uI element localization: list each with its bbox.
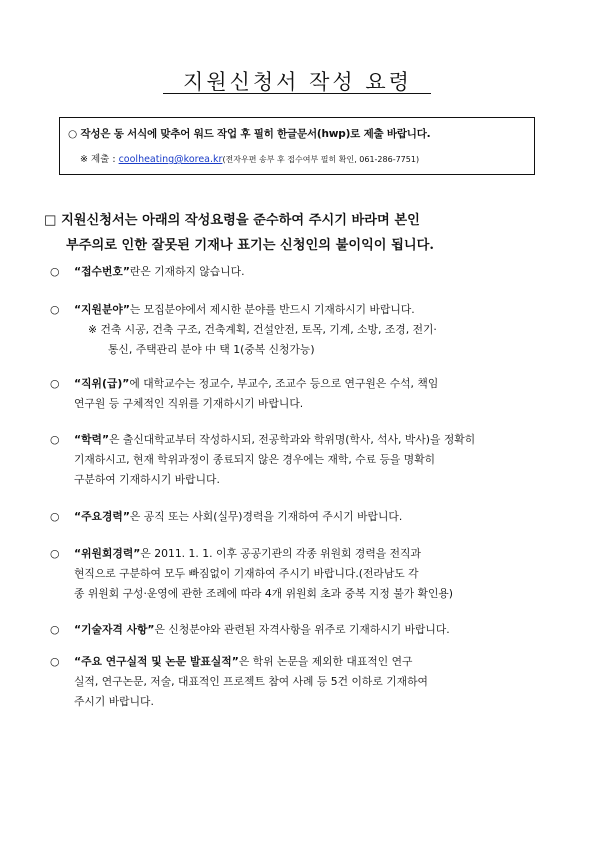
item-body — [74, 620, 550, 640]
bullet-icon: ○ — [50, 265, 60, 278]
item-line — [74, 584, 550, 604]
item-line — [74, 470, 550, 490]
item-text: 현직으로 구분하여 모두 빠짐없이 기재하여 주시기 바랍니다.(전라남도 각 — [74, 567, 419, 580]
item-body — [74, 262, 550, 282]
item-line — [74, 507, 550, 527]
item-body — [74, 544, 550, 604]
item-line — [74, 652, 550, 672]
item-line — [74, 692, 550, 712]
bullet-icon: ○ — [50, 377, 60, 390]
item-body — [74, 652, 550, 712]
item-term: “직위(급)” — [74, 377, 130, 390]
submit-note: (전자우편 송부 후 접수여부 필히 확인, 061-286-7751) — [222, 155, 420, 164]
notice-text: 작성은 동 서식에 맞추어 워드 작업 후 필히 한글문서(hwp)로 제출 바랍니다. — [80, 128, 431, 140]
item-text: 종 위원회 구성·운영에 관한 조례에 따라 4개 위원회 초과 중복 지정 불가 확인용) — [74, 587, 454, 600]
item-text: 란은 기재하지 않습니다. — [129, 265, 245, 278]
bullet-icon: ○ — [50, 547, 60, 560]
main-notice-text-1: 지원신청서는 아래의 작성요령을 준수하여 주시기 바라며 본인 — [61, 213, 420, 228]
item-text: 은 2011. 1. 1. 이후 공공기관의 각종 위원회 경력을 전직과 — [140, 547, 421, 560]
item-body — [74, 430, 550, 490]
item-text: 는 모집분야에서 제시한 분야를 반드시 기재하시기 바랍니다. — [129, 303, 415, 316]
item-line — [74, 374, 550, 394]
main-notice-line-1 — [44, 208, 554, 233]
item-text: 실적, 연구논문, 저술, 대표적인 프로젝트 참여 사례 등 5건 이하로 기재하여 — [74, 675, 428, 688]
item-line — [74, 672, 550, 692]
bullet-icon: ○ — [50, 433, 60, 446]
item-body — [74, 374, 550, 414]
page-title: 지원신청서 작성 요령 — [183, 70, 412, 94]
title-underline — [163, 93, 431, 94]
item-line — [74, 450, 550, 470]
main-notice-line-2: 부주의로 인한 잘못된 기재나 표기는 신청인의 불이익이 됩니다. — [66, 238, 434, 253]
bullet-icon: ○ — [50, 303, 60, 316]
bullet-icon: ○ — [50, 510, 60, 523]
item-line — [74, 394, 550, 414]
notice-box — [59, 117, 535, 175]
item-term: “주요 연구실적 및 논문 발표실적” — [74, 655, 239, 668]
item-text: 은 학위 논문을 제외한 대표적인 연구 — [238, 655, 413, 668]
item-term: “접수번호” — [74, 265, 130, 278]
item-term: “학력” — [74, 433, 110, 446]
item-text: 기재하시고, 현재 학위과정이 종료되지 않은 경우에는 재학, 수료 등을 명확히 — [74, 453, 436, 466]
notice-bullet: ○ — [68, 128, 77, 140]
item-text: 에 대학교수는 정교수, 부교수, 조교수 등으로 연구원은 수석, 책임 — [129, 377, 439, 390]
item-term: “주요경력” — [74, 510, 130, 523]
item-line — [74, 300, 550, 320]
item-line — [74, 430, 550, 450]
item-text: 구분하여 기재하시기 바랍니다. — [74, 473, 220, 486]
submit-label: ※ 제출 : — [80, 154, 119, 165]
item-subnote: ※ 건축 시공, 건축 구조, 건축계획, 건설안전, 토목, 기계, 소방, 조경, 전기· — [88, 323, 437, 336]
item-body — [74, 300, 550, 360]
notice-line-1 — [68, 126, 430, 141]
email-link[interactable]: coolheating@korea.kr — [118, 154, 223, 165]
item-subnote: 통신, 주택관리 분야 中 택 1(중복 신청가능) — [108, 343, 315, 356]
notice-line-2 — [80, 151, 419, 165]
item-text: 주시기 바랍니다. — [74, 695, 154, 708]
item-body — [74, 507, 550, 527]
main-notice — [44, 208, 554, 258]
item-text: 은 신청분야와 관련된 자격사항을 위주로 기재하시기 바랍니다. — [154, 623, 450, 636]
item-line — [74, 262, 550, 282]
item-line — [74, 620, 550, 640]
item-term: “위원회경력” — [74, 547, 141, 560]
item-text: 은 출신대학교부터 작성하시되, 전공학과와 학위명(학사, 석사, 박사)을 정확히 — [109, 433, 476, 446]
bullet-icon: ○ — [50, 623, 60, 636]
item-term: “지원분야” — [74, 303, 130, 316]
item-text: 연구원 등 구체적인 직위를 기재하시기 바랍니다. — [74, 397, 304, 410]
item-line — [74, 544, 550, 564]
bullet-icon: ○ — [50, 655, 60, 668]
item-text: 은 공직 또는 사회(실무)경력을 기재하여 주시기 바랍니다. — [129, 510, 403, 523]
item-line — [74, 564, 550, 584]
checkbox-icon: □ — [44, 213, 57, 228]
item-term: “기술자격 사항” — [74, 623, 155, 636]
